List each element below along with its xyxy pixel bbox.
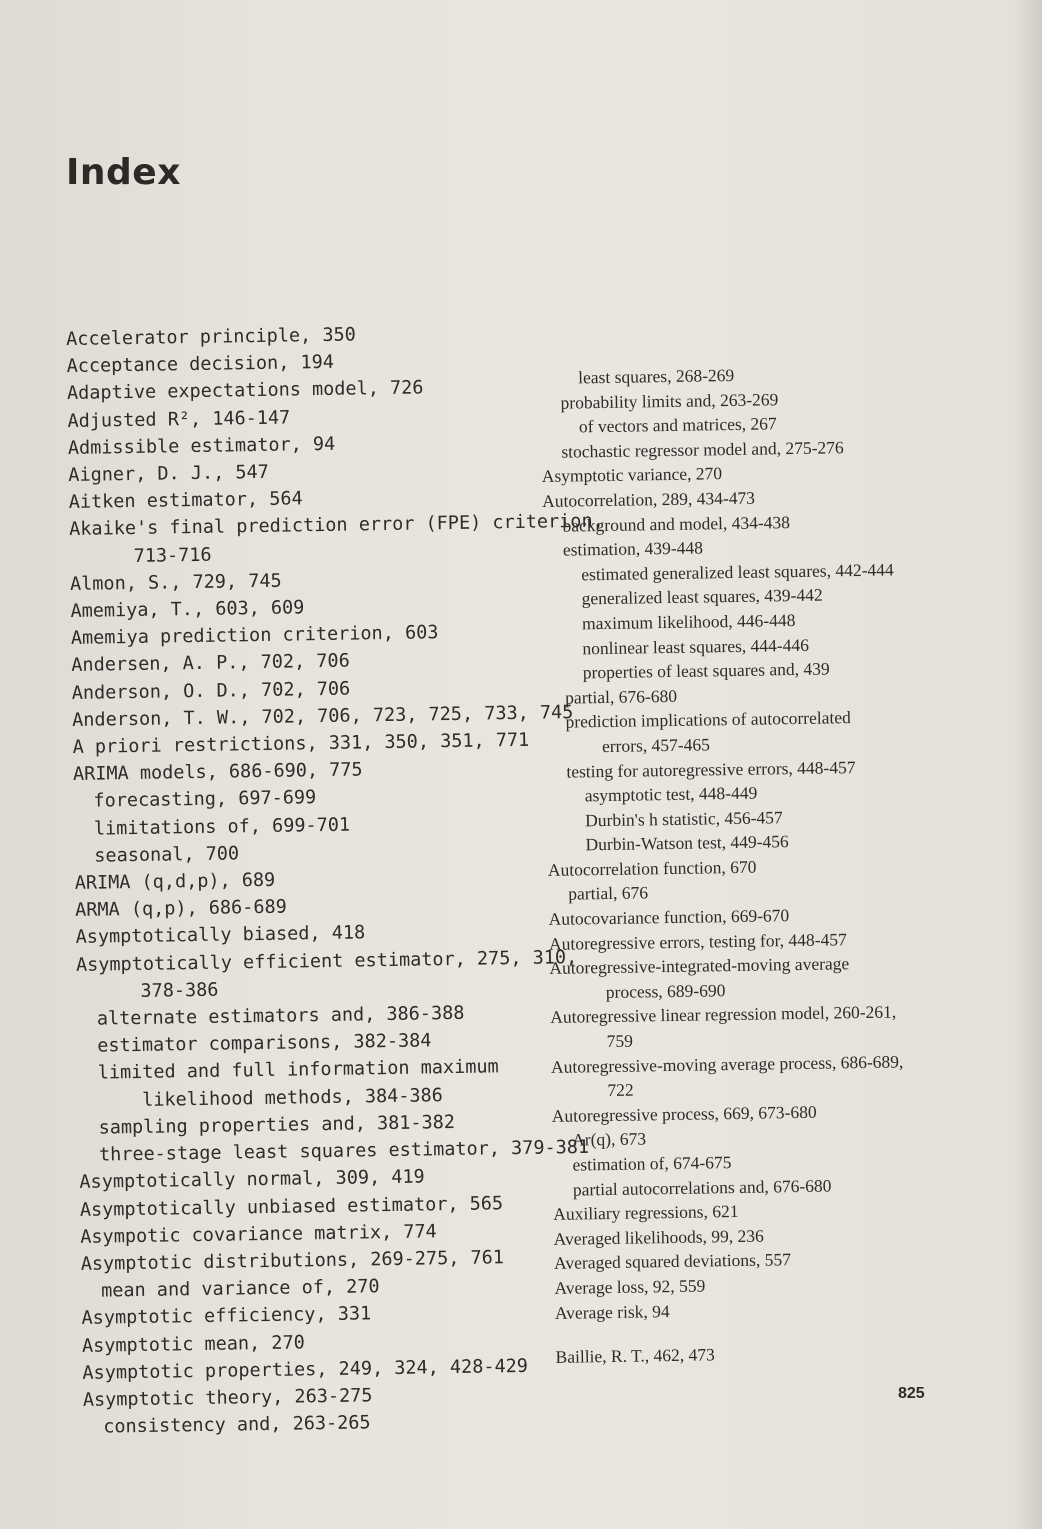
index-entry: estimator comparisons, 382-384 xyxy=(97,1030,432,1057)
index-entry: limitations of, 699-701 xyxy=(93,814,351,840)
index-entry: alternate estimators and, 386-388 xyxy=(96,1002,465,1030)
page-number: 825 xyxy=(898,1385,925,1402)
index-entry: Asymptotic variance, 270 xyxy=(541,463,723,487)
index-entry: Akaike's final prediction error (FPE) criterion, xyxy=(69,511,604,541)
index-entry: 722 xyxy=(607,1079,634,1101)
index-entry: testing for autoregressive errors, 448-457 xyxy=(566,756,856,782)
index-entry: properties of least squares and, 439 xyxy=(582,658,830,683)
index-entry: Adjusted R², 146-147 xyxy=(67,407,291,432)
index-entry: mean and variance of, 270 xyxy=(100,1276,380,1302)
index-entry: estimated generalized least squares, 442-444 xyxy=(581,559,894,585)
index-entry: Acceptance decision, 194 xyxy=(66,352,335,378)
index-entry: partial autocorrelations and, 676-680 xyxy=(572,1175,832,1200)
index-entry: Durbin's h statistic, 456-457 xyxy=(584,806,783,831)
index-entry: generalized least squares, 439-442 xyxy=(581,584,823,609)
index-entry: Asymptotic mean, 270 xyxy=(81,1331,305,1357)
index-entry: seasonal, 700 xyxy=(94,843,240,867)
index-entry: stochastic regressor model and, 275-276 xyxy=(561,437,844,462)
index-entry: Anderson, T. W., 702, 706, 723, 725, 733, 745 xyxy=(72,701,574,731)
index-entry: errors, 457-465 xyxy=(601,734,711,756)
index-entry: Asymptotic theory, 263-275 xyxy=(82,1385,373,1411)
index-entry: process, 689-690 xyxy=(605,980,726,1002)
page-title: Index xyxy=(66,152,181,193)
index-entry: Admissible estimator, 94 xyxy=(67,433,336,459)
index-entry: Andersen, A. P., 702, 706 xyxy=(71,651,350,677)
index-entry: A priori restrictions, 331, 350, 351, 771 xyxy=(72,729,530,758)
index-entry: partial, 676 xyxy=(568,882,649,905)
index-entry: maximum likelihood, 446-448 xyxy=(581,609,796,634)
index-entry: Almon, S., 729, 745 xyxy=(69,570,282,595)
index-entry: of vectors and matrices, 267 xyxy=(578,413,777,437)
index-entry: 378-386 xyxy=(140,979,219,1002)
index-entry: forecasting, 697-699 xyxy=(93,787,317,813)
index-entry: limited and full information maximum xyxy=(97,1056,499,1085)
index-entry: consistency and, 263-265 xyxy=(103,1412,371,1438)
index-entry: Average risk, 94 xyxy=(554,1300,670,1323)
index-entry: Asymptotically normal, 309, 419 xyxy=(79,1166,425,1194)
index-entry: ARIMA models, 686-690, 775 xyxy=(72,759,363,786)
index-entry: Asymptotically biased, 418 xyxy=(75,922,366,949)
index-entry: Asymptotically unbiased estimator, 565 xyxy=(79,1192,504,1221)
index-entry: Adaptive expectations model, 726 xyxy=(66,377,424,405)
index-entry: Asymptotically efficient estimator, 275, 310, xyxy=(75,946,578,976)
index-entry: probability limits and, 263-269 xyxy=(560,388,779,413)
index-entry: prediction implications of autocorrelated xyxy=(565,707,851,732)
index-entry: Averaged squared deviations, 557 xyxy=(553,1249,792,1274)
index-entry: ARMA (q,p), 686-689 xyxy=(75,896,287,922)
index-entry: partial, 676-680 xyxy=(565,685,678,708)
index-entry: Average loss, 92, 559 xyxy=(554,1275,706,1298)
index-entry: Autocorrelation, 289, 434-473 xyxy=(541,487,756,511)
index-entry: three-stage least squares estimator, 379-381 xyxy=(98,1136,590,1166)
index-column-left xyxy=(66,319,604,1441)
index-entry: Amemiya prediction criterion, 603 xyxy=(70,622,439,650)
page-edge-shadow xyxy=(1014,0,1042,1529)
index-entry: Amemiya, T., 603, 609 xyxy=(70,597,305,622)
index-entry: asymptotic test, 448-449 xyxy=(584,782,758,806)
index-entry: 759 xyxy=(606,1030,634,1052)
index-entry: Aitken estimator, 564 xyxy=(68,488,303,514)
index-entry: nonlinear least squares, 444-446 xyxy=(582,634,810,658)
index-entry: Averaged likelihoods, 99, 236 xyxy=(553,1225,764,1249)
index-entry: Anderson, O. D., 702, 706 xyxy=(71,678,351,704)
index-entry: Autoregressive errors, testing for, 448-457 xyxy=(548,928,847,954)
index-entry: background and model, 434-438 xyxy=(562,511,791,536)
index-entry: Autoregressive-moving average process, 686-689, xyxy=(550,1051,904,1077)
index-entry: Asympotic covariance matrix, 774 xyxy=(80,1220,437,1248)
index-entry: Asymptotic efficiency, 331 xyxy=(81,1303,372,1330)
index-entry: Autoregressive process, 669, 673-680 xyxy=(551,1101,817,1126)
index-entry: likelihood methods, 384-386 xyxy=(142,1084,444,1111)
index-entry: Autoregressive-integrated-moving average xyxy=(549,953,850,979)
index-entry: sampling properties and, 381-382 xyxy=(98,1111,456,1139)
index-entry: Durbin-Watson test, 449-456 xyxy=(585,831,789,855)
index-entry: Asymptotic distributions, 269-275, 761 xyxy=(80,1247,505,1275)
index-entry: Auxiliary regressions, 621 xyxy=(553,1201,739,1225)
index-entry: Aigner, D. J., 547 xyxy=(68,461,269,486)
index-entry: Autoregressive linear regression model, 260-261, xyxy=(550,1001,897,1028)
index-entry: Ar(q), 673 xyxy=(572,1128,647,1150)
index-entry: Autocorrelation function, 670 xyxy=(547,856,757,880)
index-entry: 713-716 xyxy=(133,544,212,567)
index-entry: ARIMA (q,d,p), 689 xyxy=(74,869,276,894)
index-entry: least squares, 268-269 xyxy=(578,364,735,388)
index-entry: Baillie, R. T., 462, 473 xyxy=(555,1344,715,1368)
index-entry: Asymptotic properties, 249, 324, 428-429 xyxy=(82,1355,529,1384)
index-entry: Autocovariance function, 669-670 xyxy=(548,905,790,929)
index-column-right xyxy=(540,360,956,1370)
index-entry: Accelerator principle, 350 xyxy=(66,324,356,350)
index-entry: estimation of, 674-675 xyxy=(572,1152,732,1175)
index-entry: estimation, 439-448 xyxy=(562,537,704,560)
